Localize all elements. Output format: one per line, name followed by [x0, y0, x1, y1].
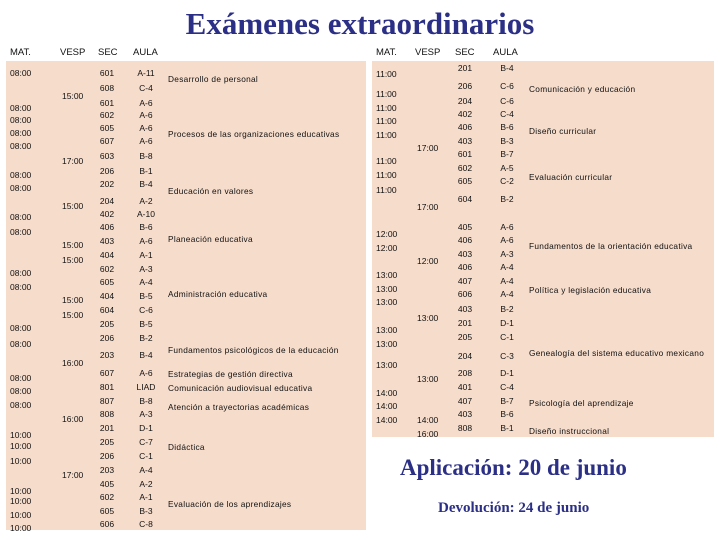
- left-section: 605: [99, 123, 115, 133]
- left-mat-time: 08:00: [10, 170, 32, 180]
- left-section: 206: [99, 451, 115, 461]
- right-classroom: C-4: [500, 109, 514, 119]
- left-classroom: A-6: [139, 368, 153, 378]
- right-section: 407: [457, 396, 473, 406]
- right-subject: Comunicación y educación: [529, 84, 636, 94]
- right-mat-time: 13:00: [376, 284, 398, 294]
- right-section: 405: [457, 222, 473, 232]
- left-section: 203: [99, 350, 115, 360]
- left-classroom: A-11: [137, 68, 155, 78]
- left-classroom: A-6: [139, 110, 153, 120]
- left-mat-time: 08:00: [10, 227, 32, 237]
- left-section: 406: [99, 222, 115, 232]
- right-section: 403: [457, 136, 473, 146]
- right-mat-time: 14:00: [376, 415, 398, 425]
- right-section: 403: [457, 304, 473, 314]
- right-classroom: B-6: [500, 409, 514, 419]
- left-classroom: B-6: [139, 222, 153, 232]
- left-classroom: C-4: [139, 83, 153, 93]
- right-vesp-time: 17:00: [417, 143, 439, 153]
- right-subject: Psicología del aprendizaje: [529, 398, 634, 408]
- left-classroom: A-3: [139, 264, 153, 274]
- right-classroom: C-3: [500, 351, 514, 361]
- left-subject: Didáctica: [168, 442, 205, 452]
- left-classroom: B-4: [139, 350, 153, 360]
- left-section: 203: [99, 465, 115, 475]
- left-classroom: A-2: [139, 196, 153, 206]
- left-vesp-time: 16:00: [62, 358, 84, 368]
- left-section: 404: [99, 250, 115, 260]
- right-classroom: A-5: [500, 163, 514, 173]
- left-classroom: A-1: [139, 250, 153, 260]
- left-section: 605: [99, 277, 115, 287]
- right-mat-time: 13:00: [376, 297, 398, 307]
- left-vesp-time: 15:00: [62, 201, 84, 211]
- right-classroom: B-3: [500, 136, 514, 146]
- left-section: 403: [99, 236, 115, 246]
- right-subject: Política y legislación educativa: [529, 285, 652, 295]
- right-section: 606: [457, 289, 473, 299]
- right-section: 403: [457, 249, 473, 259]
- left-mat-time: 10:00: [10, 523, 32, 533]
- left-section: 801: [99, 382, 115, 392]
- right-mat-time: 11:00: [376, 69, 397, 79]
- right-section: 601: [457, 149, 473, 159]
- left-mat-time: 10:00: [10, 430, 32, 440]
- left-mat-time: 08:00: [10, 268, 32, 278]
- right-mat-time: 14:00: [376, 388, 398, 398]
- left-classroom: C-6: [139, 305, 153, 315]
- right-classroom: A-3: [500, 249, 514, 259]
- right-mat-time: 12:00: [376, 229, 398, 239]
- right-mat-time: 11:00: [376, 103, 397, 113]
- right-classroom: B-7: [500, 396, 514, 406]
- left-section: 404: [99, 291, 115, 301]
- left-classroom: B-5: [139, 291, 153, 301]
- left-classroom: B-8: [139, 396, 153, 406]
- left-mat-time: 08:00: [10, 212, 32, 222]
- left-section: 204: [99, 196, 115, 206]
- left-classroom: C-1: [139, 451, 153, 461]
- right-mat-time: 11:00: [376, 156, 397, 166]
- right-mat-time: 12:00: [376, 243, 398, 253]
- left-subject: Fundamentos psicológicos de la educación: [168, 345, 339, 355]
- left-subject: Comunicación audiovisual educativa: [168, 383, 313, 393]
- right-section: 605: [457, 176, 473, 186]
- right-classroom: D-1: [500, 368, 514, 378]
- right-classroom: A-6: [500, 222, 514, 232]
- left-section: 201: [99, 423, 115, 433]
- left-section: 607: [99, 368, 115, 378]
- right-vesp-time: 13:00: [417, 374, 439, 384]
- left-section: 602: [99, 492, 115, 502]
- left-aula-header: AULA: [133, 47, 158, 58]
- right-classroom: C-6: [500, 81, 514, 91]
- left-mat-time: 08:00: [10, 68, 32, 78]
- left-mat-time: 08:00: [10, 183, 32, 193]
- left-classroom: A-1: [139, 492, 153, 502]
- left-subject: Educación en valores: [168, 186, 254, 196]
- right-section: 808: [457, 423, 473, 433]
- left-section: 602: [99, 264, 115, 274]
- left-subject: Administración educativa: [168, 289, 268, 299]
- right-vesp-time: 14:00: [417, 415, 439, 425]
- right-subject: Genealogía del sistema educativo mexicano: [529, 348, 705, 358]
- left-classroom: A-6: [139, 123, 153, 133]
- right-mat-time: 13:00: [376, 325, 398, 335]
- right-section: 406: [457, 262, 473, 272]
- left-classroom: C-8: [139, 519, 153, 529]
- left-mat-header: MAT.: [10, 47, 31, 58]
- left-vesp-time: 17:00: [62, 470, 84, 480]
- right-subject: Diseño curricular: [529, 126, 597, 136]
- right-section: 401: [457, 382, 473, 392]
- right-mat-time: 11:00: [376, 130, 397, 140]
- right-vesp-time: 16:00: [417, 429, 439, 439]
- left-section: 405: [99, 479, 115, 489]
- right-section: 406: [457, 122, 473, 132]
- right-classroom: B-7: [500, 149, 514, 159]
- right-section: 204: [457, 96, 473, 106]
- right-mat-time: 11:00: [376, 89, 397, 99]
- left-vesp-time: 15:00: [62, 295, 84, 305]
- left-section: 606: [99, 519, 115, 529]
- left-section: 607: [99, 136, 115, 146]
- right-classroom: C-1: [500, 332, 514, 342]
- right-classroom: B-6: [500, 122, 514, 132]
- left-section: 601: [99, 68, 115, 78]
- left-section: 205: [99, 319, 115, 329]
- right-mat-time: 11:00: [376, 116, 397, 126]
- right-classroom: B-2: [500, 194, 514, 204]
- right-classroom: A-4: [500, 289, 514, 299]
- right-classroom: A-6: [500, 235, 514, 245]
- left-classroom: A-4: [139, 277, 153, 287]
- left-classroom: B-3: [139, 506, 153, 516]
- page-title: Exámenes extraordinarios: [185, 6, 535, 41]
- right-mat-time: 13:00: [376, 339, 398, 349]
- right-vesp-time: 17:00: [417, 202, 439, 212]
- right-subject: Diseño instruccional: [529, 426, 610, 436]
- left-classroom: C-7: [139, 437, 153, 447]
- left-vesp-time: 15:00: [62, 91, 84, 101]
- left-subject: Procesos de las organizaciones educativas: [168, 129, 340, 139]
- left-mat-time: 08:00: [10, 400, 32, 410]
- left-classroom: A-6: [139, 98, 153, 108]
- left-section: 604: [99, 305, 115, 315]
- left-section: 808: [99, 409, 115, 419]
- left-section: 205: [99, 437, 115, 447]
- right-section: 208: [457, 368, 473, 378]
- left-subject: Atención a trayectorias académicas: [168, 402, 310, 412]
- left-mat-time: 10:00: [10, 441, 32, 451]
- right-section: 204: [457, 351, 473, 361]
- right-mat-header: MAT.: [376, 47, 397, 58]
- application-date: Aplicación: 20 de junio: [400, 455, 627, 480]
- left-vesp-time: 15:00: [62, 240, 84, 250]
- left-mat-time: 10:00: [10, 486, 32, 496]
- right-section: 406: [457, 235, 473, 245]
- right-section: 407: [457, 276, 473, 286]
- left-section: 206: [99, 333, 115, 343]
- left-classroom: A-4: [139, 465, 153, 475]
- left-classroom: B-1: [139, 166, 153, 176]
- left-classroom: B-2: [139, 333, 153, 343]
- left-section: 202: [99, 179, 115, 189]
- right-section: 604: [457, 194, 473, 204]
- left-subject: Estrategias de gestión directiva: [168, 369, 293, 379]
- right-section: 206: [457, 81, 473, 91]
- right-section: 403: [457, 409, 473, 419]
- left-sec-header: SEC: [98, 47, 118, 58]
- right-classroom: C-6: [500, 96, 514, 106]
- right-classroom: B-1: [500, 423, 514, 433]
- left-classroom: B-5: [139, 319, 153, 329]
- left-classroom: A-6: [139, 136, 153, 146]
- left-mat-time: 08:00: [10, 386, 32, 396]
- left-vesp-time: 16:00: [62, 414, 84, 424]
- right-section: 602: [457, 163, 473, 173]
- left-section: 603: [99, 151, 115, 161]
- right-mat-time: 13:00: [376, 360, 398, 370]
- right-section: 402: [457, 109, 473, 119]
- left-section: 206: [99, 166, 115, 176]
- left-classroom: B-4: [139, 179, 153, 189]
- left-classroom: A-6: [139, 236, 153, 246]
- right-mat-time: 11:00: [376, 170, 397, 180]
- right-section: 201: [457, 318, 473, 328]
- right-sec-header: SEC: [455, 47, 475, 58]
- left-mat-time: 08:00: [10, 282, 32, 292]
- left-mat-time: 08:00: [10, 141, 32, 151]
- right-classroom: C-4: [500, 382, 514, 392]
- right-classroom: C-2: [500, 176, 514, 186]
- right-section: 201: [457, 63, 473, 73]
- right-vesp-header: VESP: [415, 47, 441, 58]
- left-mat-time: 08:00: [10, 323, 32, 333]
- left-section: 602: [99, 110, 115, 120]
- left-subject: Evaluación de los aprendizajes: [168, 499, 292, 509]
- left-classroom: A-2: [139, 479, 153, 489]
- left-section: 402: [99, 209, 115, 219]
- right-classroom: B-4: [500, 63, 514, 73]
- return-date: Devolución: 24 de junio: [438, 500, 590, 516]
- left-mat-time: 08:00: [10, 103, 32, 113]
- left-section: 601: [99, 98, 115, 108]
- left-vesp-time: 15:00: [62, 310, 84, 320]
- left-mat-time: 10:00: [10, 510, 32, 520]
- left-vesp-time: 15:00: [62, 255, 84, 265]
- left-classroom: A-10: [137, 209, 155, 219]
- left-mat-time: 10:00: [10, 496, 32, 506]
- right-classroom: D-1: [500, 318, 514, 328]
- left-classroom: B-8: [139, 151, 153, 161]
- left-vesp-time: 17:00: [62, 156, 84, 166]
- right-vesp-time: 12:00: [417, 256, 439, 266]
- left-vesp-header: VESP: [60, 47, 86, 58]
- left-section: 605: [99, 506, 115, 516]
- left-mat-time: 08:00: [10, 128, 32, 138]
- right-classroom: B-2: [500, 304, 514, 314]
- right-classroom: A-4: [500, 276, 514, 286]
- left-mat-time: 08:00: [10, 373, 32, 383]
- left-mat-time: 08:00: [10, 115, 32, 125]
- right-aula-header: AULA: [493, 47, 518, 58]
- right-vesp-time: 13:00: [417, 313, 439, 323]
- left-classroom: D-1: [139, 423, 153, 433]
- left-mat-time: 08:00: [10, 339, 32, 349]
- left-subject: Desarrollo de personal: [168, 74, 259, 84]
- right-subject: Fundamentos de la orientación educativa: [529, 241, 693, 251]
- left-subject: Planeación educativa: [168, 234, 253, 244]
- left-classroom: LIAD: [136, 382, 156, 392]
- left-section: 807: [99, 396, 115, 406]
- left-section: 608: [99, 83, 115, 93]
- left-classroom: A-3: [139, 409, 153, 419]
- right-mat-time: 11:00: [376, 185, 397, 195]
- right-subject: Evaluación curricular: [529, 172, 613, 182]
- right-mat-time: 13:00: [376, 270, 398, 280]
- right-classroom: A-4: [500, 262, 514, 272]
- left-mat-time: 10:00: [10, 456, 32, 466]
- right-mat-time: 14:00: [376, 401, 398, 411]
- right-section: 205: [457, 332, 473, 342]
